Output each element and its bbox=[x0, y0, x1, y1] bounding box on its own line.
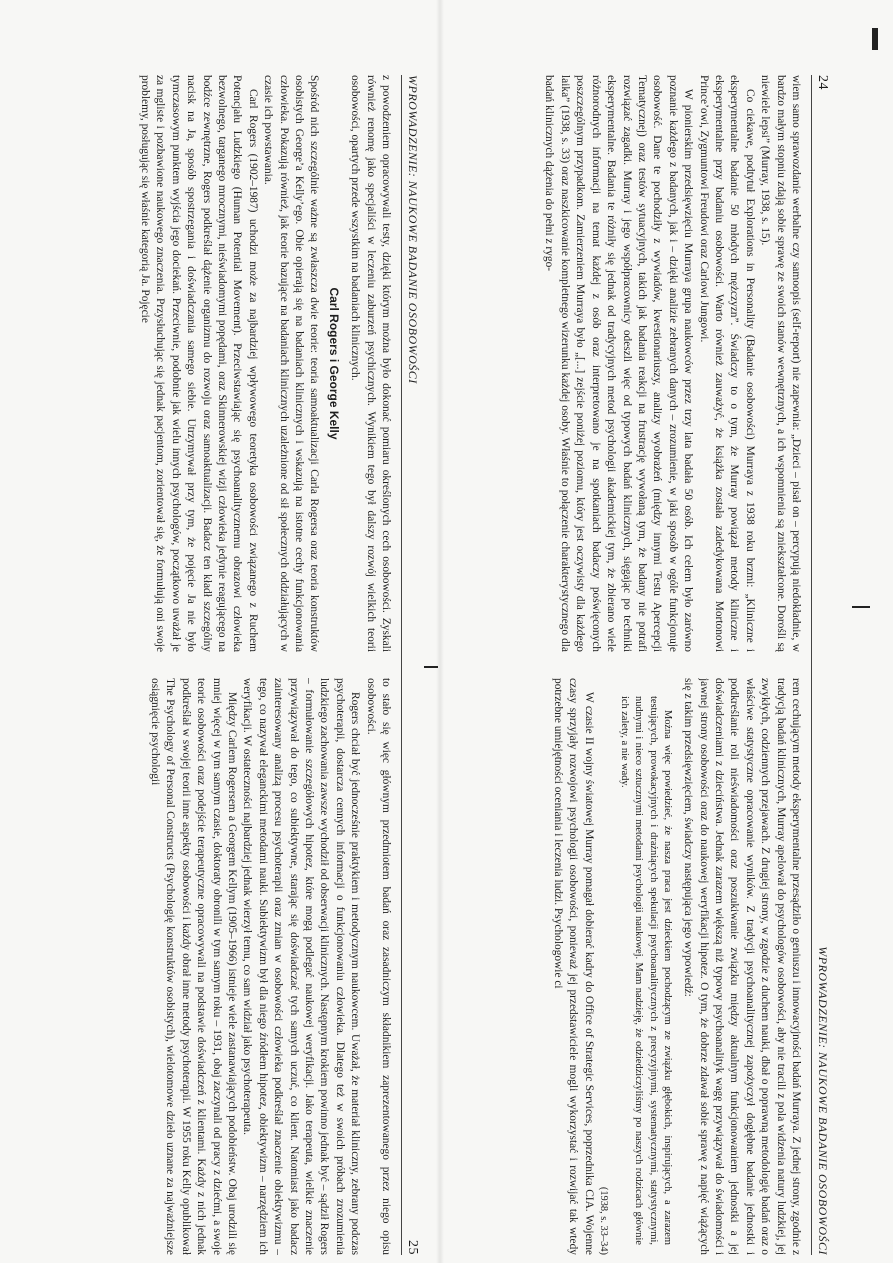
column-1 bbox=[423, 75, 803, 652]
paragraph: W czasie II wojny światowej Murray pomagał dobierać kadry do Office of Strategic Services, poprzednika CIA. Wojenne czasy sprzyjały rozwojowi psychologii osobowości, ponieważ jej przedstawiciele mogli wykorzystać i rozwijać tak wtedy potrzebne umiejętności oceniania i leczenia ludzi. Psychologowie ci bbox=[551, 678, 595, 1255]
paragraph: z powodzeniem opracowywali testy, dzięki którym można było dokonać pomiaru określonych cech osobowości. Zyskali również renomę jako specjaliści w leczeniu zaburzeń psychicznych. Wynikiem tego był dalszy rozwój wielkich teorii osobowości, opartych przede wszystkim na badaniach klinicznych. bbox=[349, 75, 392, 652]
paragraph: rem cechującym metody eksperymentalne przesądziło o geniuszu i innowacyjności badań Murraya. Z jednej strony, zgodnie z tradycją badań klinicznych, Murray apelował do psychologów osobowości, aby nie tracili z pola widzenia natury ludzkiej, jej zwykłych, codziennych przejawach. Z drugiej strony, w zgodzie z duchem nauki, dbał o poprawną metodologię badań oraz o właściwe statystyczne opracowanie wyników. Z tradycji psychoanalitycznej zapożyczył dogłębne badanie jednostki i podkreślanie roli nieświadomości oraz poszukiwanie związku między aktualnym funkcjonowaniem jednostki a jej doświadczeniami z dzieciństwa. Jednak zarazem większą niż typowy psychoanalityk wagę przywiązywał do świadomości i jawnej strony osobowości oraz do naukowej weryfikacji hipotez. O tym, że dobrze zdawał sobie sprawę z napięć wiążących się z takim przedsięwzięciem, świadczy następująca jego wypowiedź: bbox=[682, 678, 802, 1255]
scan-artifact bbox=[424, 666, 438, 668]
quote-source: (1938, s. 33–34) bbox=[597, 1186, 609, 1255]
scan-artifact bbox=[852, 606, 870, 608]
section-heading: Carl Rogers i George Kelly bbox=[326, 287, 341, 440]
column-2 bbox=[423, 678, 803, 1255]
page-header bbox=[811, 75, 830, 1255]
page-25 bbox=[10, 75, 420, 1255]
page-header bbox=[401, 75, 420, 1255]
paragraph: Carl Rogers (1902–1987) uchodzi może za najbardziej wpływowego teoretyka osobowości związanego z Ruchem Potencjału Ludzkiego (Human Potential Movement). Przeciwstawiając się psychoanalitycznemu obrazowi człowieka bezwolnego, targanego mrocznymi, nieświadomymi popędami, oraz Skinnerowskiej wizji człowieka jedynie reagującego na bodźce zewnętrzne, Rogers podkreślał dążenie organizmu do rozwoju oraz samoaktualizacji. Badacz ten kładł szczególny nacisk na Ja, sposób spostrzegania i doświadczania samego siebie. Utrzymywał przy tym, że pojęcie Ja nie było tymczasowym punktem wyjścia jego dociekań. Przeciwnie, podobnie jak wielu innych psychologów, początkowo uważał je za mgliste i pozbawione naukowego znaczenia. Przysłuchując się jednak pacjentom, zorientował się, że formułują oni swoje problemy, posługując się właśnie kategorią Ja. Pojęcie bbox=[138, 75, 259, 652]
column-2 bbox=[13, 678, 393, 1255]
paragraph: wiem samo sprawozdanie werbalne czy samoopis (self-report) nie zapewnia: „Dzieci – pisał on – percypują niedokładnie, w bardzo małym stopniu zdają sobie sprawę ze swoich stanów wewnętrznych, a ich wspomnienia są zniekształcone. Dorośli są niewiele lepsi” (Murray, 1938, s. 15). bbox=[759, 75, 802, 652]
page-number: 25 bbox=[405, 1240, 420, 1255]
paragraph: W pionierskim przedsięwzięciu Murraya grupa naukowców przez trzy lata badała 50 osób. Ich celem było zarówno poznanie każdego z badanych, jak i – dzięki analizie zebranych danych – zrozumienie, w jaki sposób w ogóle funkcjonuje osobowość. Dane te pochodziły z wywiadów, kwestionariuszy, analizy wyobrażeń (między innymi Testu Apercepcji Tematycznej) oraz testów sytuacyjnych, takich jak badania reakcji na frustrację wywołaną tym, że badany nie potrafi rozwiązać zagadki. Murray i jego współpracownicy odeszli więc od typowych badań klinicznych, sięgając po techniki eksperymentalne. Badania te różniły się jednak od tradycyjnych metod psychologii akademickiej tym, że zbierano wiele różnorodnych informacji na temat każdej z osób oraz interpretowano je na spotkaniach badaczy poświęconych poszczególnym przypadkom. Zamierzeniem Murraya było „[...] zejście poniżej poziomu, który jest oczywisty dla każdego laika” (1938, s. 33) oraz naszkicowanie kompletnego wizerunku każdej osoby. Właśnie to połączenie charakterystycznego dla badań klinicznych dążenia do pełni z rygo- bbox=[543, 75, 695, 652]
running-head: WPROWADZENIE: NAUKOWE BADANIE OSOBOWOŚCI bbox=[406, 75, 420, 384]
block-quote: Można więc powiedzieć, że nasza praca jest dzieckiem pochodzącym ze związku głębokich, inspirujących, a zarazem testujących, prowokacyjnych i drażniących spekulacji psychoanalitycznych z precyzyjnymi, systematycznymi, statystycznymi, nudnymi i nieco sztucznymi metodami psychologii naukowej. Mam nadzieję, że odziedziczyliśmy po naszych rodzicach głównie ich zalety, a nie wady. bbox=[619, 696, 673, 1245]
book-gutter bbox=[436, 0, 444, 1263]
page-number: 24 bbox=[815, 75, 830, 90]
scan-artifact bbox=[872, 28, 878, 50]
page-24 bbox=[420, 75, 830, 1255]
paragraph: to stało się więc głównym przedmiotem badań oraz zasadniczym składnikiem zaprezentowanego przez niego opisu osobowości. bbox=[364, 678, 392, 1255]
paragraph: Między Carlem Rogersem a Georgem Kellym (1905–1966) istnieje wiele zastanawiających podobieństw. Obaj urodzili się mniej więcej w tym samym czasie, doktoraty obronili w tym samym roku – 1931, obaj zaczynali od pracy z dziećmi, a swoje teorie osobowości oraz podejście terapeutyczne opracowywali na podstawie doświadczeń z klientami. Każdy z nich jednak podkreślał w swojej teorii inne aspekty osobowości i każdy obrał inne metody psychoterapii. W 1955 roku Kelly opublikował The Psychology of Personal Constructs (Psychologię konstruktów osobistych), wielotomowe dzieło uznane za najważniejsze osiągnięcie psychologii bbox=[148, 678, 238, 1255]
column-1 bbox=[13, 75, 393, 652]
paragraph: Spośród nich szczególnie ważne są zwłaszcza dwie teorie: teoria samoaktualizacji Carla Rogersa oraz teoria konstruktów osobistych George’a Kelly’ego. Obie opierają się na badaniach klinicznych i wskazują na istotne cechy funkcjonowania człowieka. Pokazują również, jak teorie bazujące na badaniach klinicznych uzależnione od sił społecznych oddziałujących w czasie ich powstawania. bbox=[262, 75, 321, 652]
paragraph: Co ciekawe, podtytuł Explorations in Personality (Badanie osobowości) Murraya z 1938 roku brzmi: „Kliniczne i eksperymentalne badanie 50 młodych mężczyzn”. Świadczy to o tym, że Murray powiązał metody kliniczne i eksperymentalne przy badaniu osobowości. Warto również zauważyć, że książka została zadedykowana Mortonowi Prince’owi, Zygmuntowi Freudowi oraz Carlowi Jungowi. bbox=[697, 75, 756, 652]
paragraph: Rogers chciał być jednocześnie praktykiem i metodycznym naukowcem. Uważał, że materiał kliniczny, zebrany podczas psychoterapii, dostarcza cennych informacji o funkcjonowaniu człowieka. Dlatego też w swoich próbach zrozumienia ludzkiego zachowania zawsze wychodził od obserwacji klinicznych. Następnym krokiem powinno jednak być – sądził Rogers – formułowanie szczegółowych hipotez, które mogą podlegać naukowej weryfikacji. Jako terapeuta, wielkie znaczenie przywiązywał do tego, co subiektywne, starając się doświadczać tych samych uczuć, co klient. Natomiast jako badacz zainteresowany analizą procesu psychoterapii oraz zmian w osobowości człowieka podkreślał znaczenie obiektywizmu – tego, co nazywał eleganckimi metodami nauki. Subiektywizm był dla niego źródłem hipotez, obiektywizm – narzędziem ich weryfikacji. W ostateczności najbardziej jednak wierzył temu, co sam widział jako psychoterapeuta. bbox=[241, 678, 362, 1255]
running-head: WPROWADZENIE: NAUKOWE BADANIE OSOBOWOŚCI bbox=[816, 946, 830, 1255]
